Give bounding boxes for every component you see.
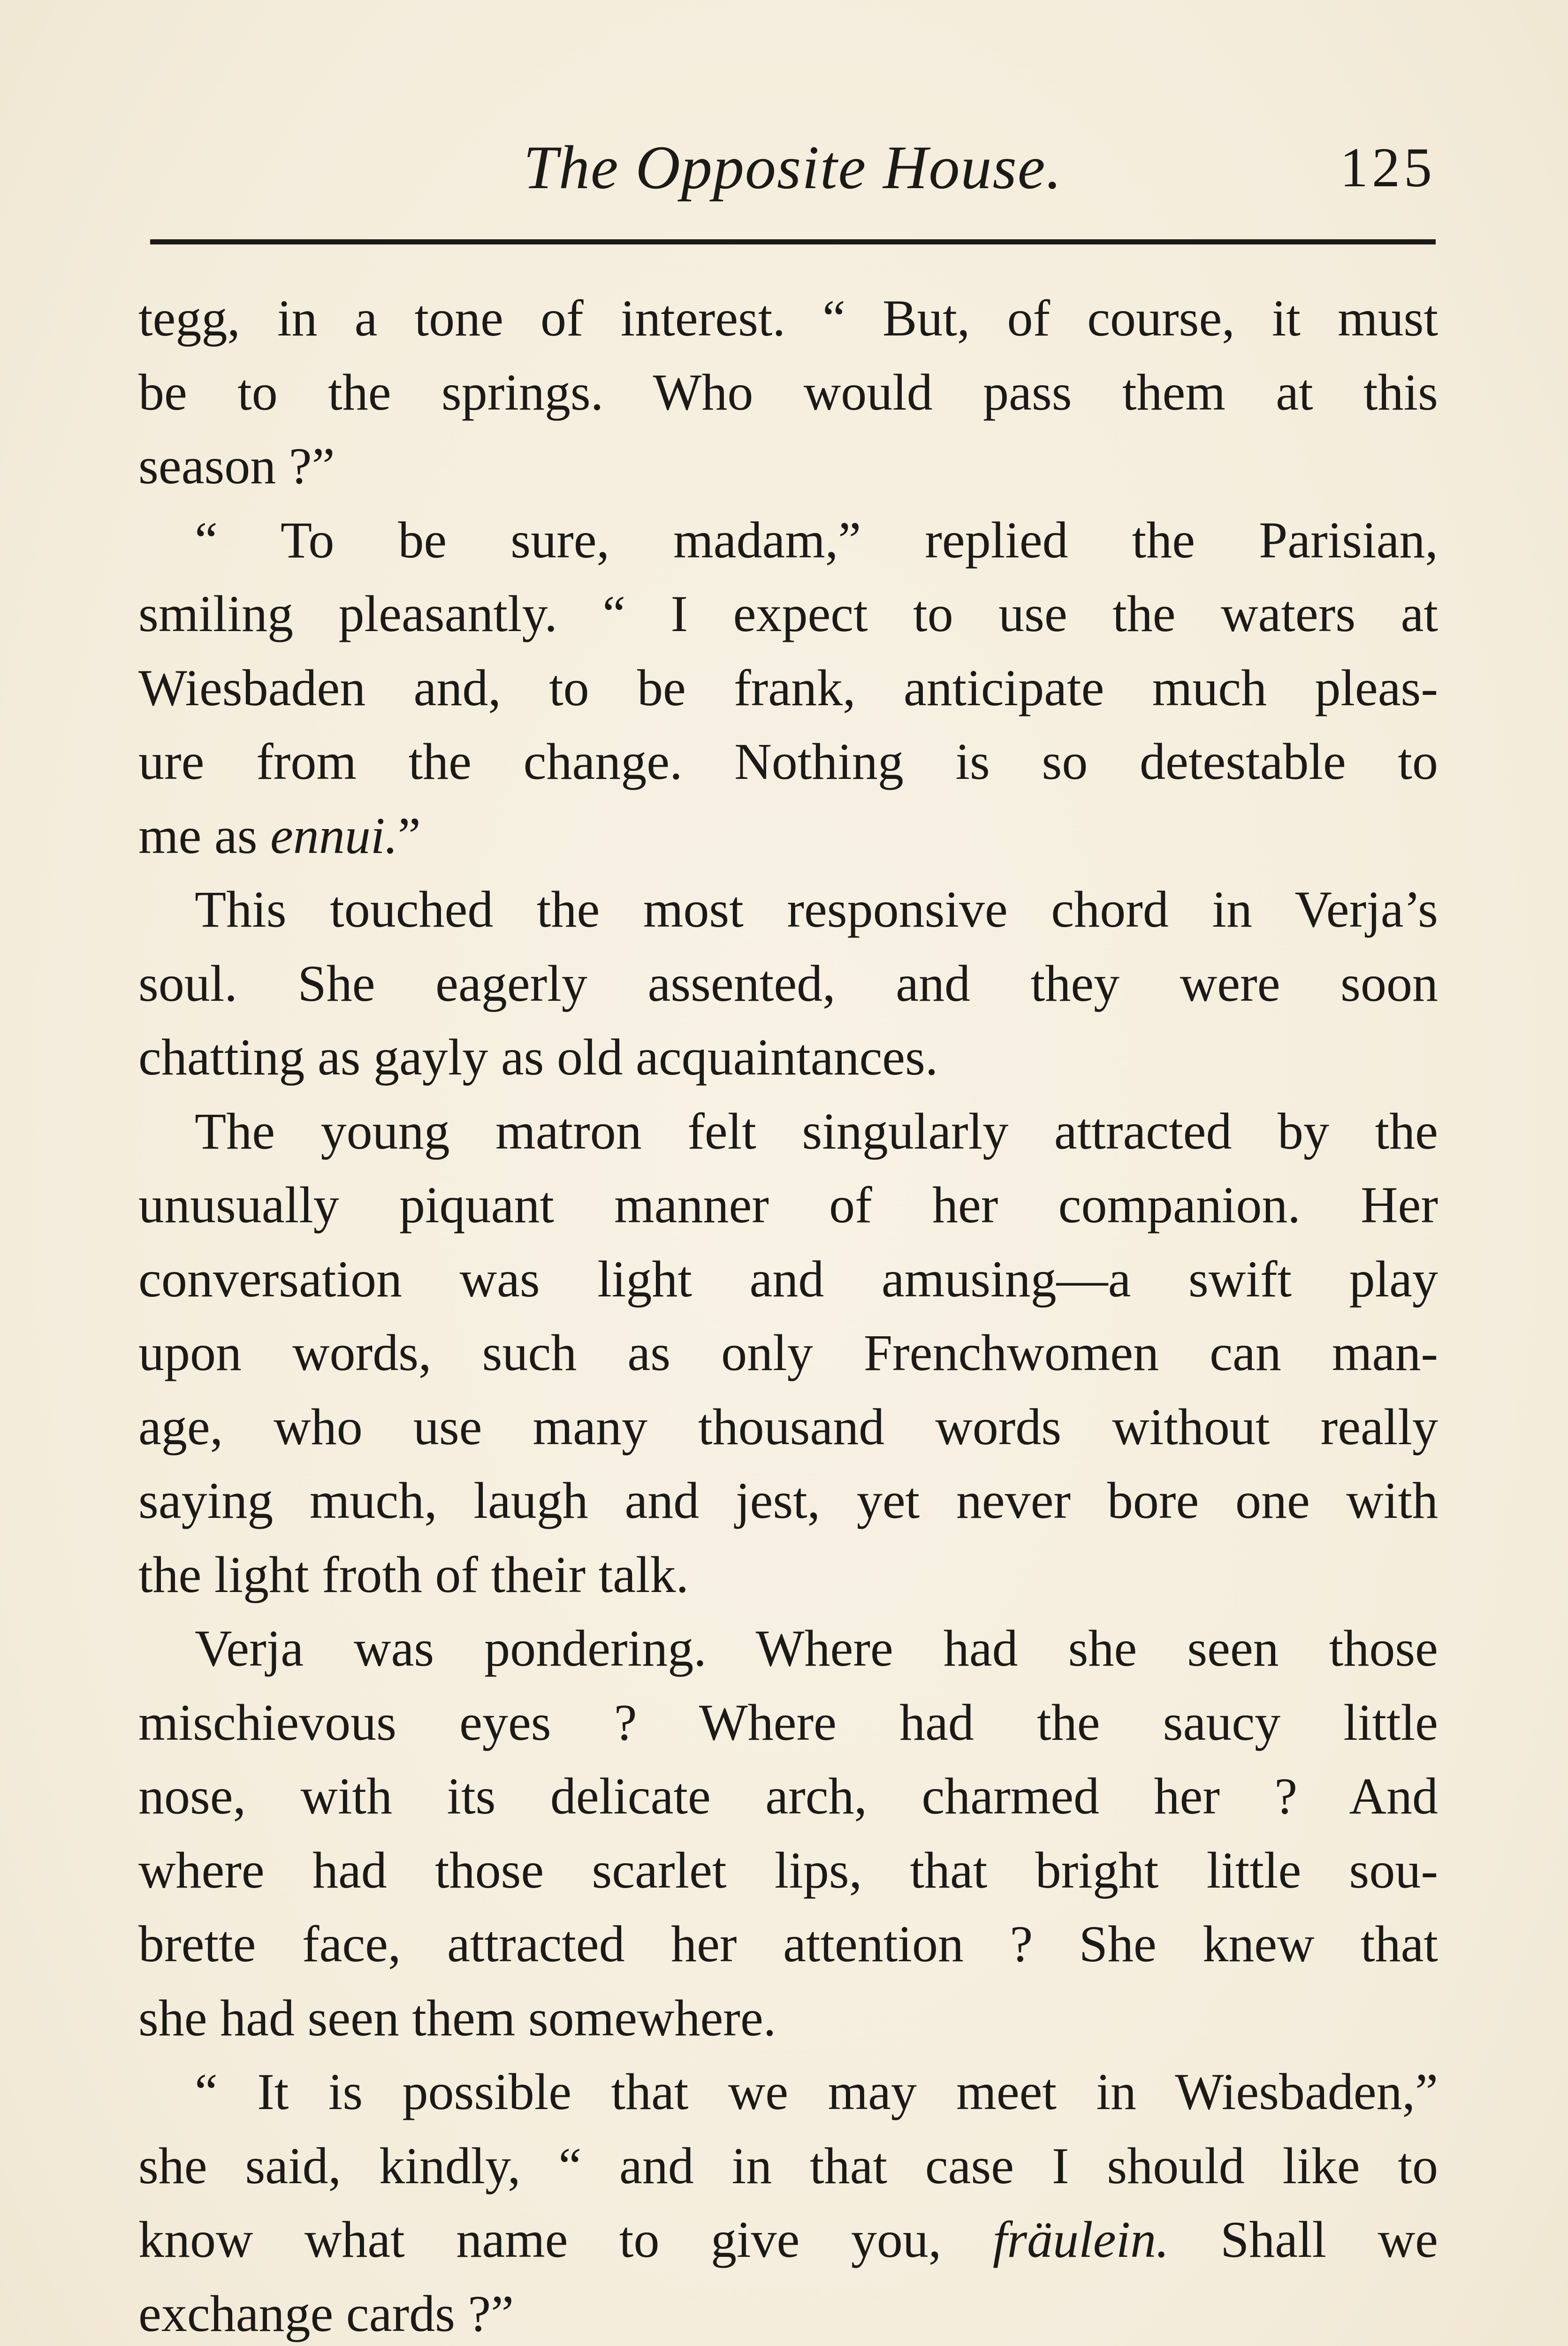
text-line: “ To be sure, madam,” replied the Parisian, — [195, 511, 1438, 569]
text-line: she had seen them somewhere. — [138, 1989, 776, 2047]
text-run: Shall we — [1169, 2211, 1438, 2268]
text-run: know what name to give you, — [138, 2211, 993, 2268]
text-run: ” — [397, 807, 421, 864]
italic-word: fräulein. — [992, 2211, 1169, 2268]
text-line: conversation was light and amusing—a swift play — [138, 1250, 1438, 1308]
text-line: saying much, laugh and jest, yet never bore one with — [138, 1472, 1438, 1529]
text-line — [138, 2203, 1438, 2277]
running-title: The Opposite House. — [523, 133, 1063, 202]
text-line: tegg, in a tone of interest. “ But, of course, it must — [138, 289, 1438, 347]
body-text — [138, 282, 1438, 2346]
text-line: This touched the most responsive chord in Verja’s — [195, 881, 1438, 938]
text-line: nose, with its delicate arch, charmed her ? And — [138, 1767, 1438, 1825]
italic-word: ennui. — [270, 807, 398, 864]
text-line: Verja was pondering. Where had she seen those — [195, 1620, 1438, 1677]
text-line: ure from the change. Nothing is so detestable to — [138, 733, 1438, 790]
text-line: where had those scarlet lips, that bright little sou- — [138, 1841, 1438, 1899]
text-line: unusually piquant manner of her companion. Her — [138, 1176, 1438, 1234]
text-line: age, who use many thousand words without really — [138, 1398, 1438, 1455]
text-line: mischievous eyes ? Where had the saucy little — [138, 1693, 1438, 1751]
text-line — [138, 799, 1438, 873]
text-run: me as — [138, 807, 271, 864]
text-line: chatting as gayly as old acquaintances. — [138, 1028, 938, 1086]
text-line: the light froth of their talk. — [138, 1546, 689, 1603]
text-line: “ It is possible that we may meet in Wiesbaden,” — [195, 2063, 1438, 2120]
text-line: soul. She eagerly assented, and they were soon — [138, 954, 1438, 1012]
running-head — [150, 122, 1436, 216]
text-line: smiling pleasantly. “ I expect to use the waters at — [138, 585, 1438, 642]
text-line: be to the springs. Who would pass them at this — [138, 363, 1438, 421]
header-rule — [150, 239, 1436, 244]
text-line: exchange cards ?” — [138, 2285, 514, 2342]
page-number: 125 — [1340, 136, 1436, 198]
text-line: brette face, attracted her attention ? She knew that — [138, 1915, 1438, 1973]
text-line: The young matron felt singularly attracted by the — [195, 1102, 1438, 1160]
text-line: upon words, such as only Frenchwomen can man- — [138, 1324, 1438, 1381]
text-line: season ?” — [138, 437, 335, 495]
text-line: Wiesbaden and, to be frank, anticipate much pleas- — [138, 659, 1438, 716]
text-line: she said, kindly, “ and in that case I should like to — [138, 2137, 1438, 2194]
